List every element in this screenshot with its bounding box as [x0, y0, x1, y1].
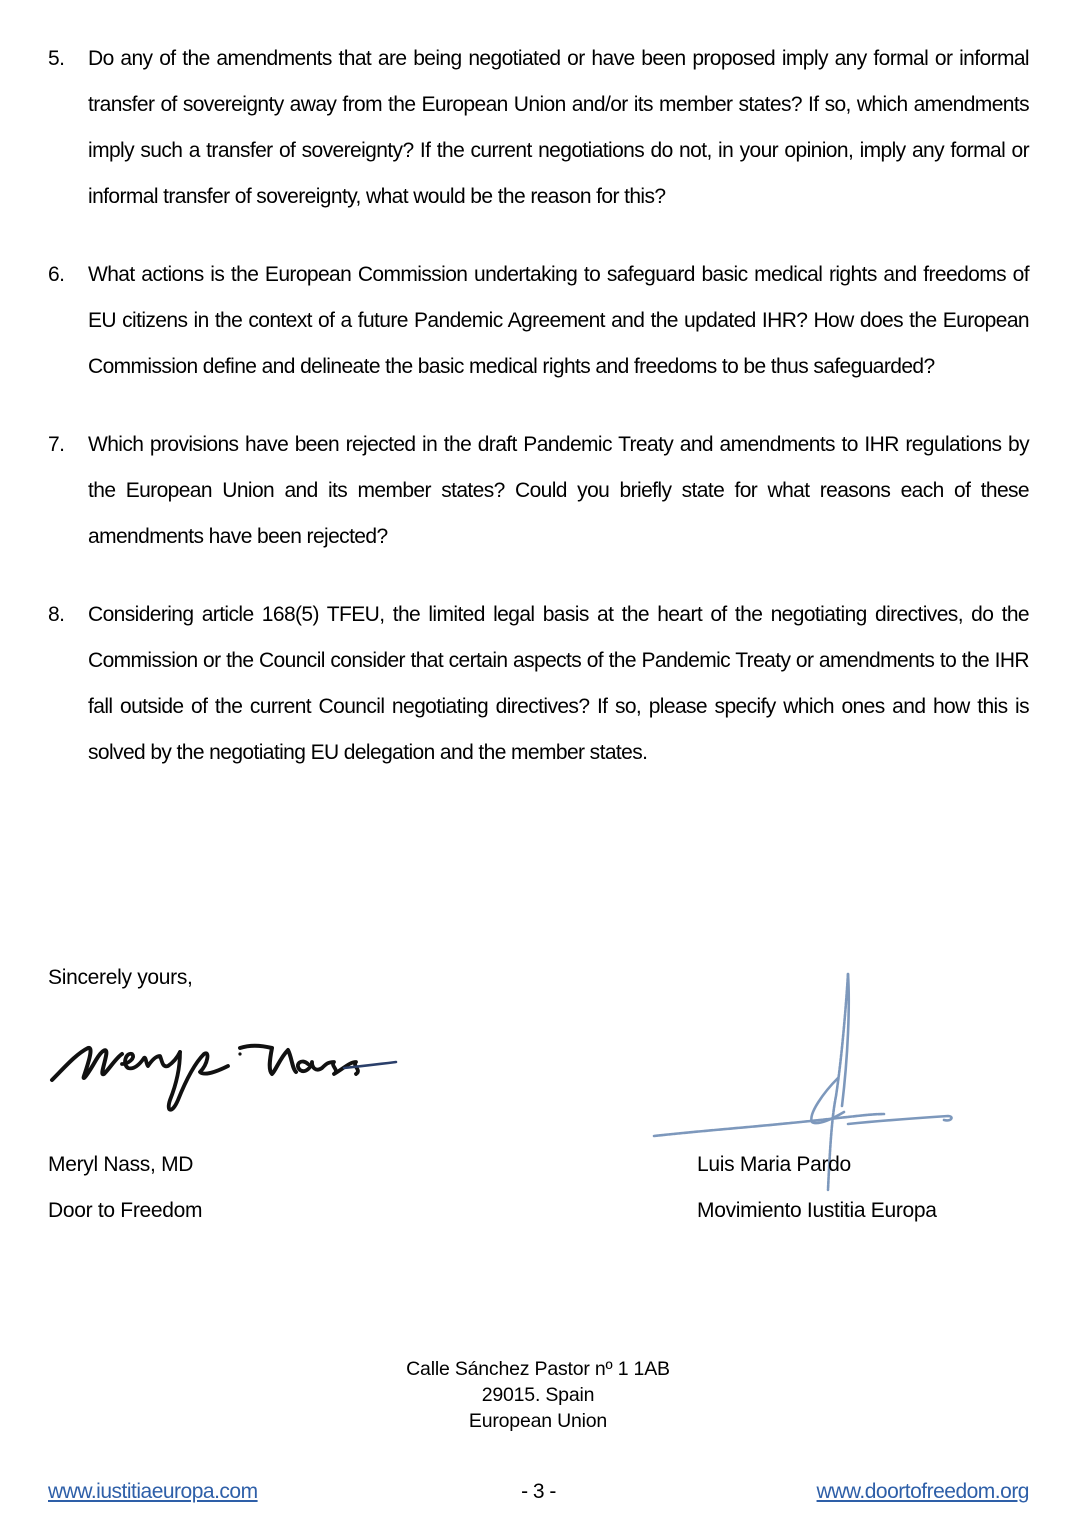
- question-item: [48, 592, 1029, 776]
- postal-address: [0, 1356, 1066, 1434]
- signatory-name: Meryl Nass, MD: [48, 1153, 194, 1176]
- address-line: 29015. Spain: [481, 1384, 595, 1406]
- question-text: Considering article 168(5) TFEU, the limited legal basis at the heart of the negotiating directives, do the Commission or the Council consider that certain aspects of the Pandemic Treaty or amendments to the IHR fall outside of the current Council negotiating directives? If so, please specify which ones and how this is solved by the negotiating EU delegation and the member states.: [88, 603, 1029, 764]
- signatory-right: [697, 1142, 937, 1234]
- signatory-left: [48, 1142, 202, 1234]
- question-number: 7.: [48, 433, 65, 456]
- question-item: [48, 36, 1029, 220]
- question-list: [48, 36, 1029, 808]
- question-text: Do any of the amendments that are being negotiated or have been proposed imply any formal or informal transfer of sovereignty away from the European Union and/or its member states? If so, which amendments imply such a transfer of sovereignty? If the current negotiations do not, in your opinion, imply any formal or informal transfer of sovereignty, what would be the reason for this?: [88, 47, 1029, 208]
- address-line: European Union: [468, 1410, 608, 1432]
- signatory-name: Luis Maria Pardo: [697, 1153, 851, 1176]
- address-line: Calle Sánchez Pastor nº 1 1AB: [406, 1358, 670, 1380]
- question-text: What actions is the European Commission undertaking to safeguard basic medical rights and freedoms of EU citizens in the context of a future Pandemic Agreement and the updated IHR? How does the European Commission define and delineate the basic medical rights and freedoms to be thus safeguarded?: [88, 263, 1029, 378]
- page-number: - 3 -: [521, 1480, 556, 1503]
- question-number: 5.: [48, 47, 65, 70]
- signature-meryl-nass: [44, 1024, 404, 1134]
- footer-link-doortofreedom[interactable]: www.doortofreedom.org: [816, 1480, 1029, 1503]
- footer-link-iustitiaeuropa[interactable]: www.iustitiaeuropa.com: [48, 1480, 258, 1503]
- question-item: [48, 422, 1029, 560]
- closing-salutation: Sincerely yours,: [48, 966, 193, 989]
- signatory-organization: Door to Freedom: [48, 1199, 203, 1222]
- question-text: Which provisions have been rejected in the draft Pandemic Treaty and amendments to IHR regulations by the European Union and its member states? Could you briefly state for what reasons each of these amendments have been rejected?: [88, 433, 1029, 548]
- question-item: [48, 252, 1029, 390]
- question-number: 6.: [48, 263, 65, 286]
- question-number: 8.: [48, 603, 65, 626]
- page-footer: [48, 1480, 1029, 1504]
- signatory-organization: Movimiento Iustitia Europa: [697, 1199, 937, 1222]
